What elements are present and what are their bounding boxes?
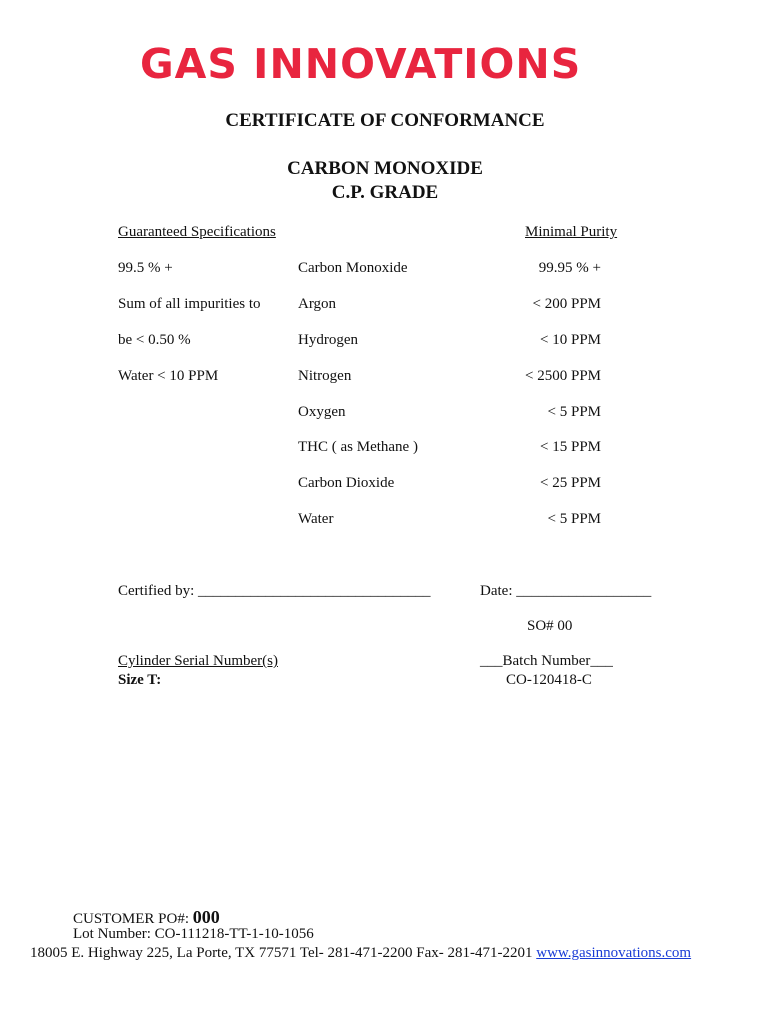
batch-number-label: ___Batch Number___ xyxy=(480,653,613,669)
address-text: 18005 E. Highway 225, La Porte, TX 77571 Tel- 281-471-2200 Fax- 281-471-2201 xyxy=(30,945,533,961)
component-name: Carbon Monoxide xyxy=(298,260,408,276)
company-logo xyxy=(140,40,600,86)
component-name: Water xyxy=(298,511,334,527)
cylinder-serial-label: Cylinder Serial Number(s) xyxy=(118,653,278,669)
guaranteed-specs-header: Guaranteed Specifications xyxy=(118,224,276,240)
customer-po xyxy=(73,907,220,928)
component-name: THC ( as Methane ) xyxy=(298,439,418,455)
component-value: < 5 PPM xyxy=(547,511,601,527)
component-name: Oxygen xyxy=(298,404,346,420)
spec-impurities-line1: Sum of all impurities to xyxy=(118,296,261,312)
component-name: Hydrogen xyxy=(298,332,358,348)
minimal-purity-header: Minimal Purity xyxy=(525,224,618,240)
website-link[interactable]: www.gasinnovations.com xyxy=(536,945,692,961)
company-address xyxy=(30,945,691,962)
batch-number-value: CO-120418-C xyxy=(506,672,592,688)
component-value: < 200 PPM xyxy=(532,296,601,312)
component-name: Argon xyxy=(298,296,337,312)
component-value: < 15 PPM xyxy=(540,439,601,455)
customer-po-label: CUSTOMER PO#: xyxy=(73,911,190,927)
component-value: < 5 PPM xyxy=(547,404,601,420)
component-value: < 25 PPM xyxy=(540,475,601,491)
svg-text:GAS INNOVATIONS: GAS INNOVATIONS xyxy=(140,40,582,86)
component-name: Nitrogen xyxy=(298,368,352,384)
component-value: < 10 PPM xyxy=(540,332,601,348)
spec-impurities-line2: be < 0.50 % xyxy=(118,332,191,348)
spec-water: Water < 10 PPM xyxy=(118,368,219,384)
component-name: Carbon Dioxide xyxy=(298,475,395,491)
document-title: CERTIFICATE OF CONFORMANCE xyxy=(225,110,545,131)
component-value: < 2500 PPM xyxy=(525,368,601,384)
spec-purity: 99.5 % + xyxy=(118,260,173,276)
customer-po-value: 000 xyxy=(192,907,220,927)
product-name: CARBON MONOXIDE xyxy=(287,158,483,179)
so-number: SO# 00 xyxy=(527,618,573,634)
lot-number: Lot Number: CO-111218-TT-1-10-1056 xyxy=(73,926,314,942)
date-field: Date: __________________ xyxy=(480,583,652,599)
size-label: Size T: xyxy=(118,672,162,688)
component-value: 99.95 % + xyxy=(538,260,601,276)
certified-by-field: Certified by: _______________________________ xyxy=(118,583,431,599)
product-grade: C.P. GRADE xyxy=(331,182,439,203)
